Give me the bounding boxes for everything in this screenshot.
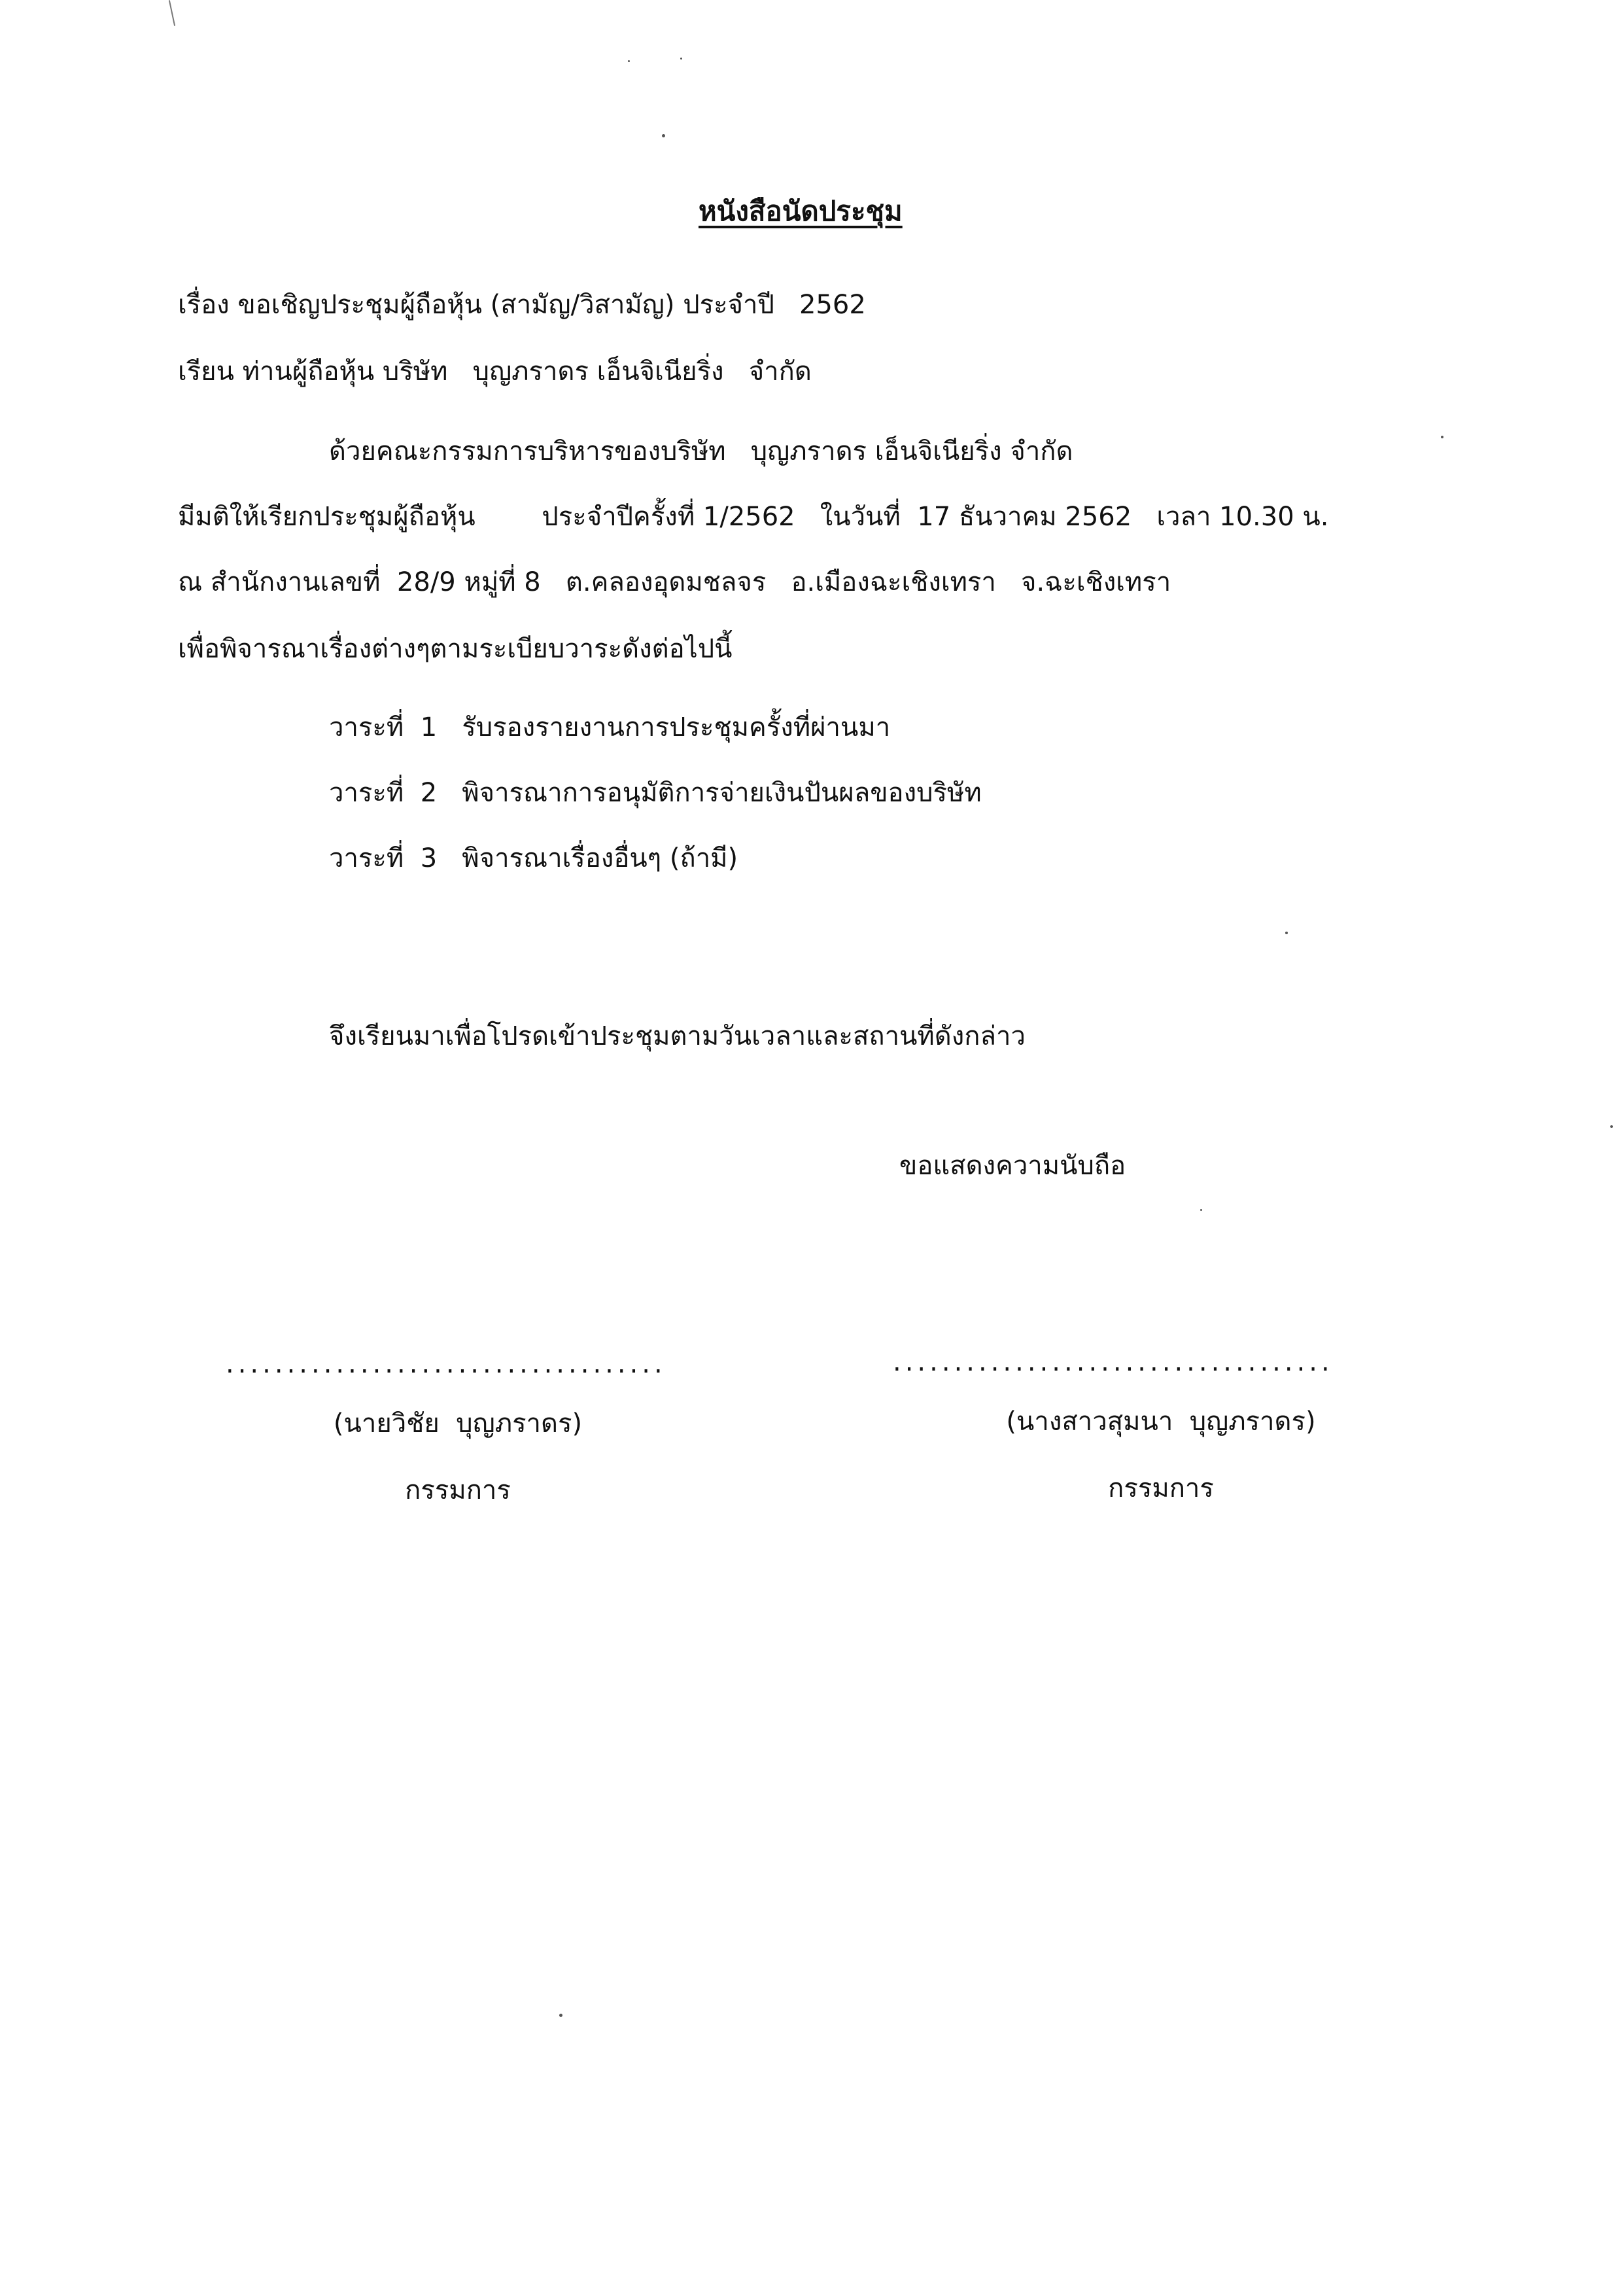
body-line-3: ณ สำนักงานเลขที่ 28/9 หมู่ที่ 8 ต.คลองอุดมชลจร อ.เมืองฉะเชิงเทรา จ.ฉะเชิงเทรา <box>178 567 1171 597</box>
body-line-1: ด้วยคณะกรรมการบริหารของบริษัท บุญภราดร เอ็นจิเนียริ่ง จำกัด <box>329 436 1073 466</box>
subject-line: เรื่อง ขอเชิญประชุมผู้ถือหุ้น (สามัญ/วิสามัญ) ประจำปี 2562 <box>178 290 866 320</box>
closing-line: จึงเรียนมาเพื่อโปรดเข้าประชุมตามวันเวลาและสถานที่ดังกล่าว <box>329 1021 1026 1051</box>
signatory-role-left: กรรมการ <box>405 1475 511 1505</box>
scan-speck <box>1441 436 1443 438</box>
scan-speck <box>662 134 665 137</box>
scan-mark <box>169 0 175 26</box>
agenda-item-1: วาระที่ 1 รับรองรายงานการประชุมครั้งที่ผ่านมา <box>329 712 891 743</box>
signatory-role-right: กรรมการ <box>1108 1473 1214 1503</box>
scan-speck <box>1200 1209 1202 1211</box>
scan-speck <box>559 2014 562 2017</box>
signatory-name-left: (นายวิชัย บุญภราดร) <box>333 1409 583 1439</box>
addressee-line: เรียน ท่านผู้ถือหุ้น บริษัท บุญภราดร เอ็นจิเนียริ่ง จำกัด <box>178 357 812 387</box>
document-title: หนังสือนัดประชุม <box>699 195 903 227</box>
signature-dots-right: .................................... <box>893 1347 1334 1377</box>
signature-dots-left: .................................... <box>226 1349 666 1379</box>
body-line-4: เพื่อพิจารณาเรื่องต่างๆตามระเบียบวาระดังต่อไปนี้ <box>178 634 733 664</box>
regards-line: ขอแสดงความนับถือ <box>899 1151 1126 1181</box>
scan-speck <box>1285 932 1288 934</box>
scan-speck <box>628 60 630 62</box>
signatory-name-right: (นางสาวสุมนา บุญภราดร) <box>1006 1407 1316 1437</box>
scan-speck <box>680 58 682 60</box>
agenda-item-2: วาระที่ 2 พิจารณาการอนุมัติการจ่ายเงินปันผลของบริษัท <box>329 778 982 808</box>
body-line-2: มีมติให้เรียกประชุมผู้ถือหุ้น ประจำปีครั้งที่ 1/2562 ในวันที่ 17 ธันวาคม 2562 เวลา 10.30 น. <box>178 502 1329 532</box>
agenda-item-3: วาระที่ 3 พิจารณาเรื่องอื่นๆ (ถ้ามี) <box>329 843 738 873</box>
scan-speck <box>1610 1125 1613 1128</box>
